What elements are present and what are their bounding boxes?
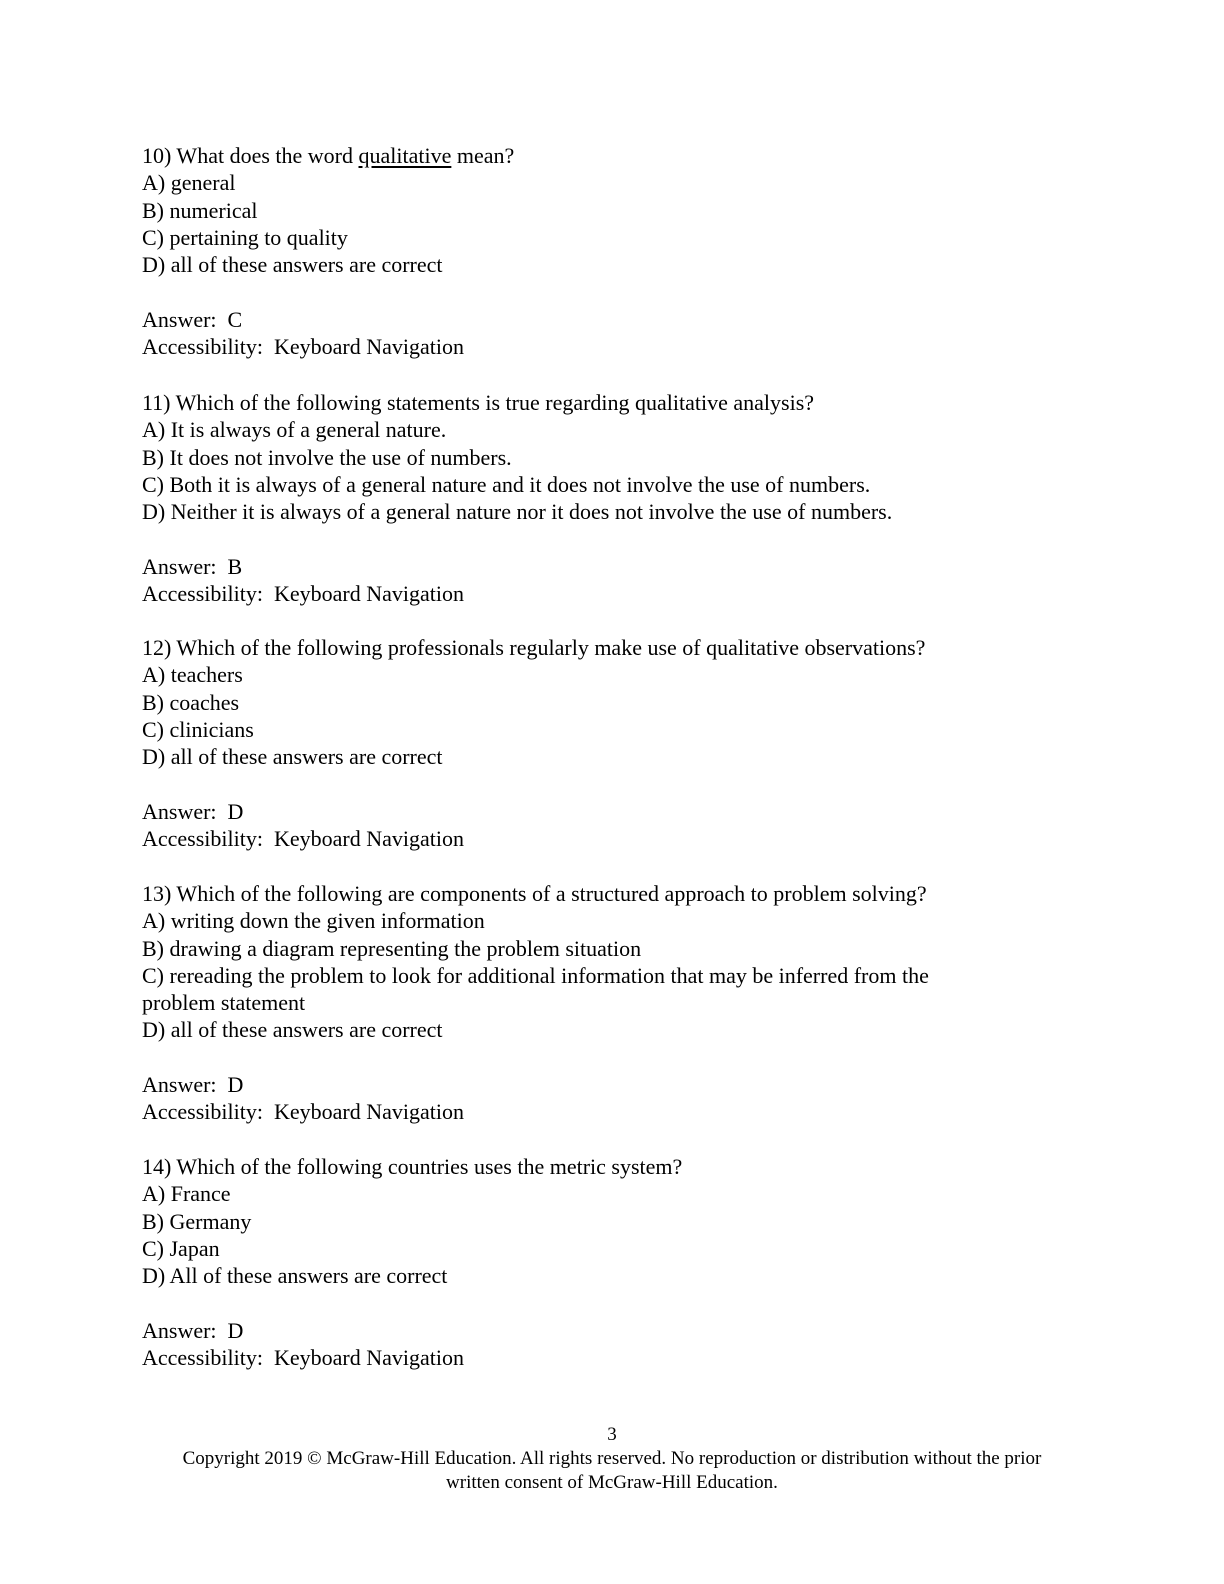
question-stem: 13) Which of the following are components of a structured approach to problem solving? [142,881,927,906]
question-stem: 11) Which of the following statements is true regarding qualitative analysis? [142,390,815,415]
stem-text: 10) What does the word [142,143,359,168]
accessibility: Accessibility: Keyboard Navigation [142,826,464,852]
option-a: A) France [142,1181,231,1207]
option-b: B) numerical [142,197,258,223]
option-c: C) pertaining to quality [142,224,348,250]
answer: Answer: D [142,1317,244,1343]
stem-text-end: mean? [451,143,515,168]
question-10 [142,142,1042,360]
accessibility: Accessibility: Keyboard Navigation [142,334,464,360]
option-a: A) It is always of a general nature. [142,417,447,443]
question-stem [142,142,1042,169]
question-13 [142,880,1042,1126]
copyright-line-1: Copyright 2019 © McGraw-Hill Education. All rights reserved. No reproduction or distribution without the prior [182,1448,1042,1469]
spacer [142,770,1042,797]
question-stem: 12) Which of the following professionals regularly make use of qualitative observations? [142,635,926,660]
spacer [142,1289,1042,1316]
option-d: D) all of these answers are correct [142,744,443,770]
option-b: B) drawing a diagram representing the problem situation [142,935,642,961]
option-d: D) All of these answers are correct [142,1263,448,1289]
option-d: D) all of these answers are correct [142,252,443,278]
question-stem: 14) Which of the following countries uses the metric system? [142,1154,683,1179]
option-c: C) Japan [142,1235,220,1261]
answer: Answer: C [142,306,243,332]
option-c: C) Both it is always of a general nature and it does not involve the use of numbers. [142,471,871,497]
option-c: C) rereading the problem to look for additional information that may be inferred from the [142,962,929,988]
option-a: A) writing down the given information [142,908,485,934]
option-d: D) all of these answers are correct [142,1017,443,1043]
spacer [142,1044,1042,1071]
option-c: C) clinicians [142,716,254,742]
option-b: B) Germany [142,1208,252,1234]
underlined-term: qualitative [358,143,452,168]
option-d: D) Neither it is always of a general nature nor it does not involve the use of numbers. [142,499,893,525]
spacer [142,525,1042,552]
answer: Answer: D [142,798,244,824]
accessibility: Accessibility: Keyboard Navigation [142,1099,464,1125]
option-b: B) It does not involve the use of numbers. [142,444,512,470]
option-a: A) teachers [142,662,243,688]
question-11 [142,389,1042,607]
accessibility: Accessibility: Keyboard Navigation [142,581,464,607]
page-number: 3 [607,1424,617,1445]
option-a: A) general [142,170,236,196]
page-footer [0,1423,1224,1495]
question-12 [142,634,1042,852]
option-b: B) coaches [142,689,240,715]
answer: Answer: D [142,1072,244,1098]
option-c-continued: problem statement [142,990,306,1016]
accessibility: Accessibility: Keyboard Navigation [142,1345,464,1371]
question-14 [142,1153,1042,1371]
answer: Answer: B [142,553,243,579]
copyright-line-2: written consent of McGraw-Hill Education. [446,1472,778,1493]
spacer [142,278,1042,305]
